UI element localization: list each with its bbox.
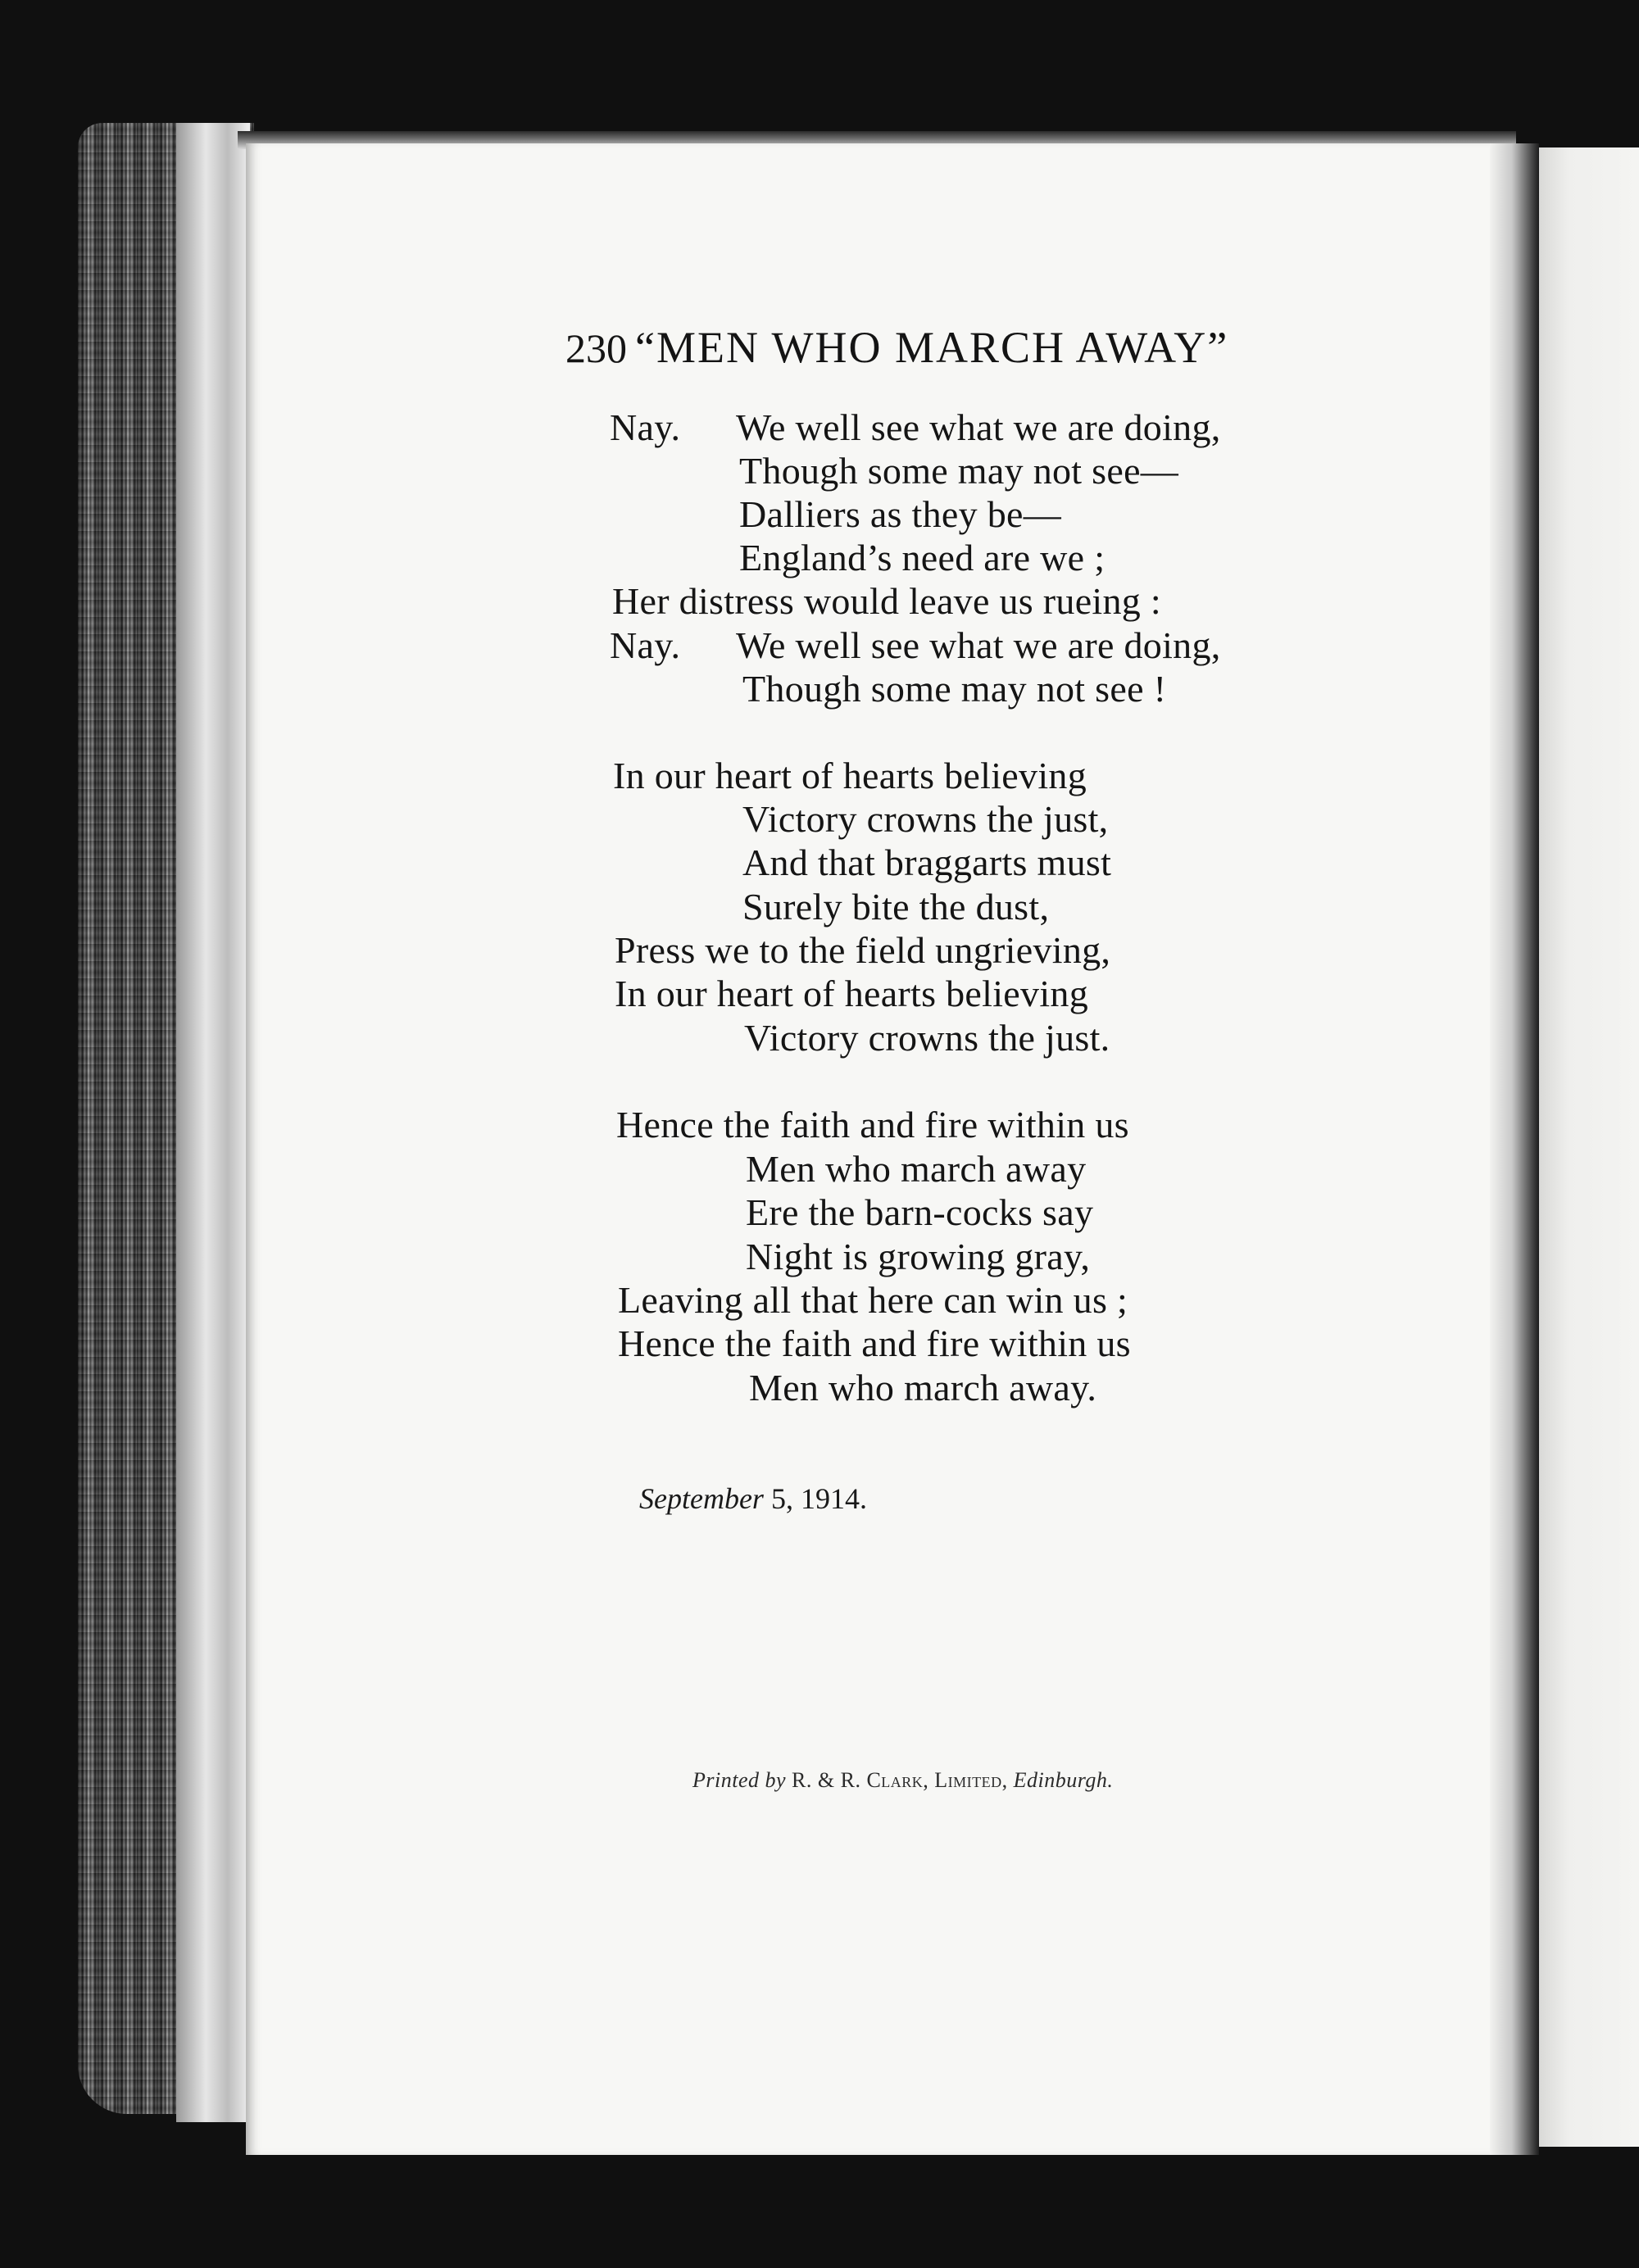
poem-line: We well see what we are doing,	[736, 406, 1221, 448]
poem-line: Hence the faith and fire within us	[618, 1322, 1131, 1364]
poem-line: We well see what we are doing,	[736, 624, 1221, 666]
poem-line: Leaving all that here can win us ;	[618, 1279, 1128, 1321]
poem-line-label: Nay.	[610, 624, 681, 666]
facing-page	[1539, 147, 1639, 2147]
poem-line: Ere the barn-cocks say	[746, 1191, 1094, 1233]
poem-line: Night is growing gray,	[746, 1236, 1091, 1277]
poem-line: In our heart of hearts believing	[613, 755, 1087, 796]
poem-line: Dalliers as they be—	[739, 493, 1062, 535]
running-head	[565, 322, 1319, 373]
poem-line: Her distress would leave us rueing :	[612, 580, 1161, 622]
poem-line: Victory crowns the just,	[742, 798, 1109, 840]
poem-line: Victory crowns the just.	[744, 1017, 1110, 1059]
poem-line: Press we to the field ungrieving,	[615, 929, 1111, 971]
poem-line: Men who march away	[746, 1148, 1087, 1190]
printer-imprint	[692, 1768, 1113, 1793]
poem-line: Though some may not see !	[742, 668, 1167, 710]
page-number: 230	[565, 325, 627, 371]
poem-line: England’s need are we ;	[739, 537, 1106, 578]
imprint-place: Edinburgh.	[1013, 1768, 1114, 1792]
poem-line: Hence the faith and fire within us	[616, 1104, 1129, 1145]
poem-line-label: Nay.	[610, 406, 681, 448]
poem-line: And that braggarts must	[742, 841, 1112, 883]
imprint-printer: R. & R. Clark, Limited,	[786, 1768, 1014, 1792]
poem-line: Surely bite the dust,	[742, 886, 1050, 928]
book-gutter	[1490, 143, 1539, 2155]
date-rest: 5, 1914.	[763, 1482, 867, 1515]
date-month: September	[639, 1482, 764, 1515]
poem-line: Men who march away.	[749, 1367, 1097, 1408]
imprint-printed-by: Printed by	[692, 1768, 787, 1792]
running-title: “MEN WHO MARCH AWAY”	[635, 323, 1229, 372]
poem-line: In our heart of hearts believing	[615, 973, 1088, 1014]
page-edge-highlight	[176, 123, 250, 2122]
poem-line: Though some may not see—	[739, 450, 1179, 492]
poem-date	[639, 1481, 867, 1516]
